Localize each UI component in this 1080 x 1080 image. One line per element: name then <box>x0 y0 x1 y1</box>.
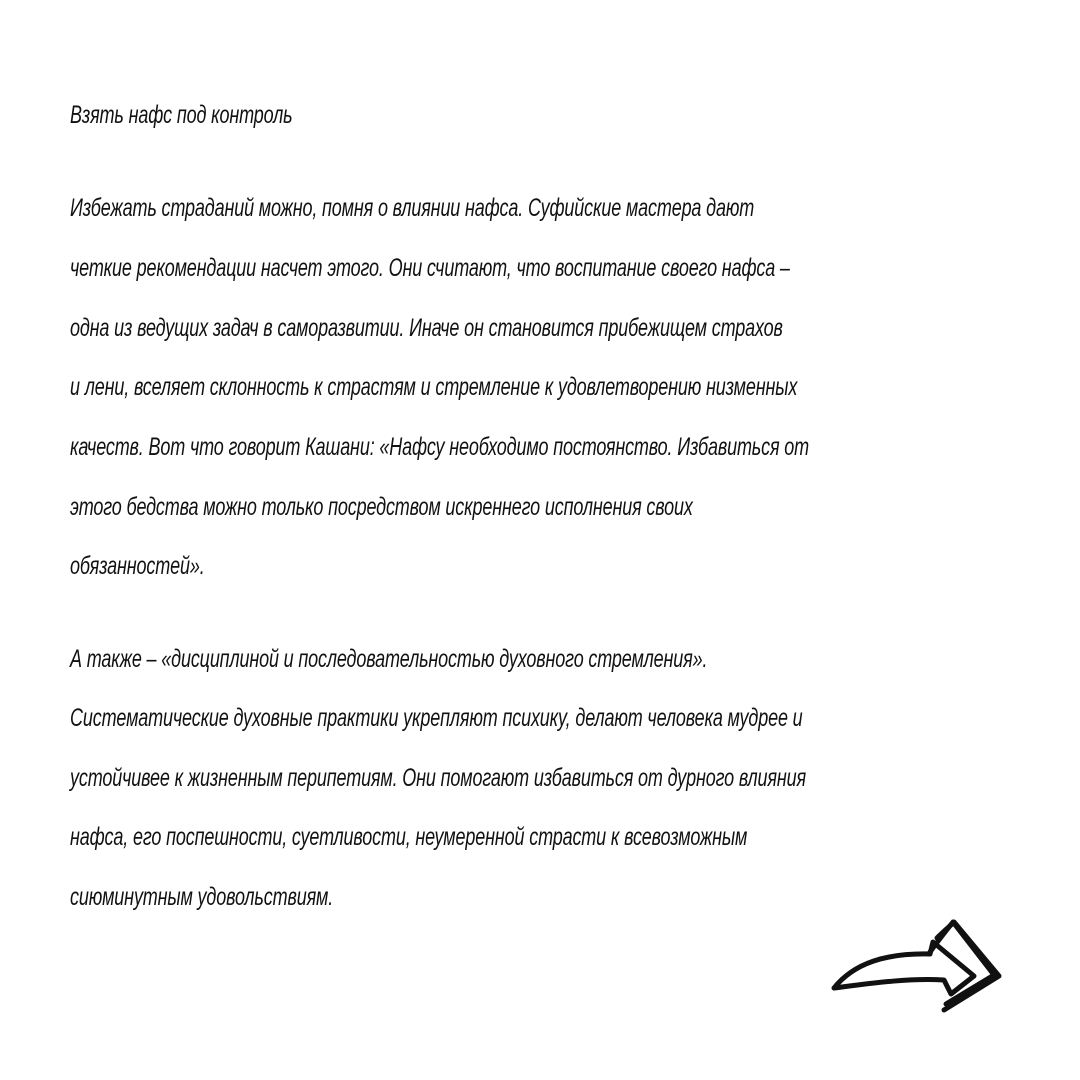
paragraph-1-line-2: четкие рекомендации насчет этого. Они считают, что воспитание своего нафса – <box>70 254 790 282</box>
paragraph-2-line-3: устойчивее к жизненным перипетиям. Они помогают избавиться от дурного влияния <box>70 764 806 792</box>
heading: Взять нафс под контроль <box>70 101 293 129</box>
paragraph-1-line-5: качеств. Вот что говорит Кашани: «Нафсу необходимо постоянство. Избавиться от <box>70 433 810 461</box>
paragraph-1-line-1: Избежать страданий можно, помня о влиянии нафса. Суфийские мастера дают <box>70 194 755 222</box>
paragraph-1-line-6: этого бедства можно только посредством искреннего исполнения своих <box>70 493 693 521</box>
paragraph-2-line-4: нафса, его поспешности, суетливости, неумеренной страсти к всевозможным <box>70 823 748 851</box>
paragraph-1-line-4: и лени, вселяет склонность к страстям и стремление к удовлетворению низменных <box>70 373 798 401</box>
curved-arrow-right-icon[interactable] <box>826 918 1006 1018</box>
paragraph-1-line-3: одна из ведущих задач в саморазвитии. Иначе он становится прибежищем страхов <box>70 314 783 342</box>
paragraph-1-line-7: обязанностей». <box>70 552 205 580</box>
paragraph-2-line-2: Систематические духовные практики укрепляют психику, делают человека мудрее и <box>70 704 803 732</box>
paragraph-2-line-5: сиюминутным удовольствиям. <box>70 883 334 911</box>
paragraph-2-line-1: А также – «дисциплиной и последовательностью духовного стремления». <box>70 645 708 673</box>
